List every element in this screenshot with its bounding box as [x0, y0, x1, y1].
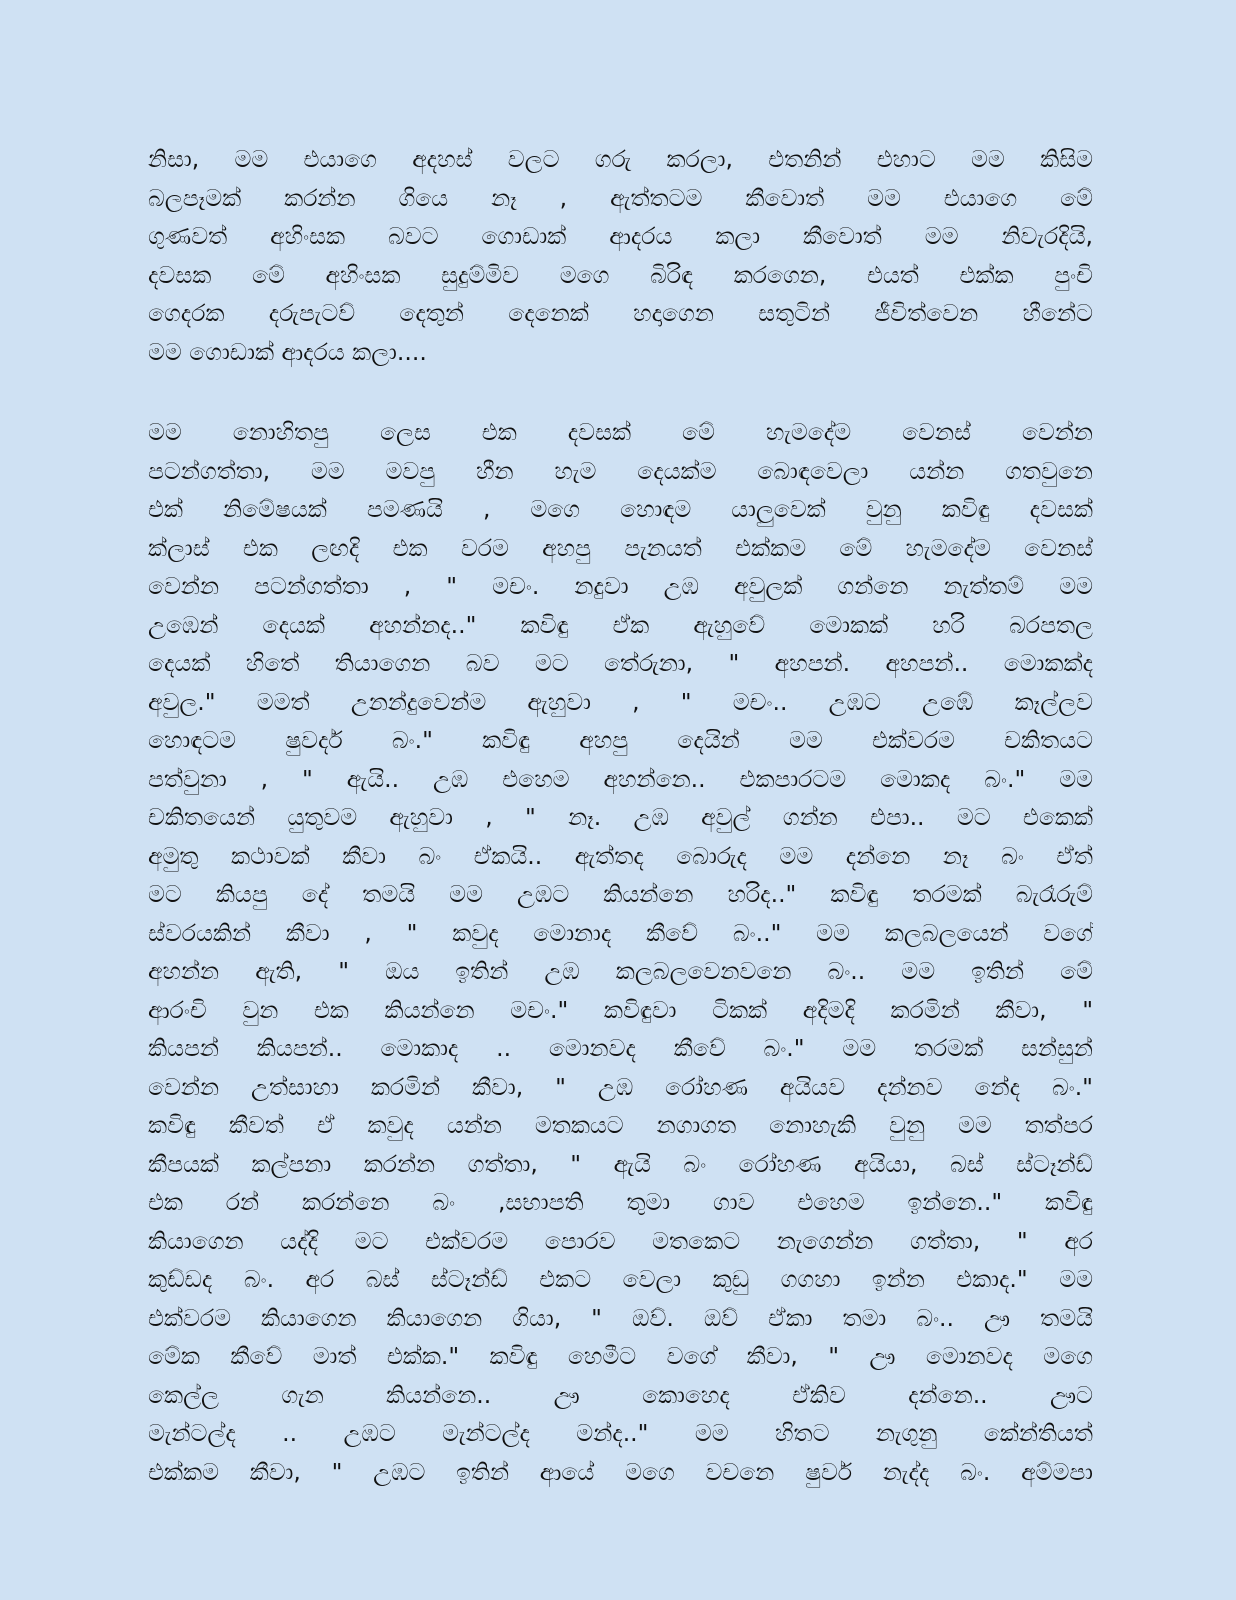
text-line: වෙන්න උත්සාහා කරමින් කීවා, " උඹ රෝහණ අයියව දන්නව නේද බං."	[148, 1072, 1093, 1101]
text-line: මේක කීවේ මාත් එක්ක." කවිඳු හෙමීට වගේ කීවා, " ඌ මොනවද මගෙ	[148, 1342, 1093, 1370]
text-line: කෙල්ල ගැන කියන්නෙ.. ඌ කොහෙද ඒකිව දන්නෙ.. ඌට	[148, 1380, 1093, 1409]
text-line: ගෙදරක දරුපැටව් දෙතුන් දෙනෙක් හදාගෙන සතුටින් ජීවිත්වෙන හීනේට	[148, 299, 1093, 327]
text-line: එක්වරම කියාගෙන කියාගෙන ගියා, " ඔව්. ඔව් ඒකා තමා බං.. ඌ තමයි	[148, 1303, 1093, 1332]
document-page	[148, 140, 1093, 1491]
text-line: ආරංචි වුන එක කියන්නෙ මචං." කවිඳුවා ටිකක් අදිමදි කරමින් කීවා, "	[148, 995, 1093, 1024]
text-line: මට කියපු දේ තමයි මම උඹට කියන්නෙ හරිද.." කවිඳු තරමක් බැරෑරුම්	[148, 880, 1093, 908]
text-line: මැන්ටල්ද .. උඹට මැන්ටල්ද මන්ද.." මම හිතට නැගුනු කේන්තියත්	[148, 1419, 1093, 1447]
text-line: ගුණවත් අහිංසක බවට ගොඩාක් ආදරය කලා කීවොත් මම නිවැරදියි,	[148, 222, 1093, 250]
paragraph	[148, 140, 1093, 371]
text-line: එක් නිමේෂයක් පමණයි , මගෙ හොඳම යාලුවෙක් වුනු කවිඳු දවසක්	[148, 495, 1093, 523]
text-line: කියපන් කියපන්.. මොකාද .. මොනවද කීවේ බං." මම තරමක් සන්සුන්	[148, 1034, 1093, 1062]
text-line: උඹෙන් දෙයක් අහන්නද.." කවිඳු ඒක ඇහුවේ මොකක් හරි බරපතල	[148, 610, 1093, 639]
text-line: ස්වරයකින් කීවා , " කවුද මොනාද කීවේ බං.." මම කලබලයෙන් වගේ	[148, 918, 1093, 947]
text-line: චකිතයෙන් යුතුවම ඇහුවා , " නෑ. උඹ අවුල් ගන්න එපා.. මට එකෙක්	[148, 803, 1093, 831]
text-line: වෙන්න පටන්ගත්තා , " මචං. නදුවා උඹ අවුලක් ගන්නෙ නැත්තම් මම	[148, 572, 1093, 600]
text-line: පටන්ගත්තා, මම මවපු හීන හැම දෙයක්ම බොඳවෙලා යන්න ගතවුනෙ	[148, 456, 1093, 485]
text-line: මම නොහිතපු ලෙස එක දවසක් මේ හැමදේම වෙනස් වෙන්න	[148, 418, 1093, 446]
text-line: කවිඳු කීවත් ඒ කවුද යන්න මතකයට නගාගත නොහැකි වුනු මම තත්පර	[148, 1111, 1093, 1139]
text-line: අවුල." මමත් උනන්දුවෙන්ම ඇහුවා , " මචං.. උඹට උඹේ කෑල්ලව	[148, 687, 1093, 716]
text-line: මම ගොඩාක් ආදරය කලා....	[148, 337, 427, 366]
text-line: ක්ලාස් එක ලඟදි එක වරම අහපු පැනයත් එක්කම මේ හැමදේම වෙනස්	[148, 533, 1093, 562]
text-line: අහන්න ඇති, " ඔය ඉතින් උඹ කලබලවෙනවනෙ බං.. මම ඉතින් මේ	[148, 957, 1093, 985]
text-line: දවසක මේ අහිංසක සුදුම්මිව මගෙ බිරිඳ කරගෙන, එයත් එක්ක පුංචි	[148, 260, 1093, 289]
text-line: කීපයක් කල්පනා කරන්න ගත්තා, " ඇයි බං රෝහණ අයියා, බස් ස්ටෑන්ඩ්	[148, 1149, 1093, 1178]
text-line: එක රන් කරන්නෙ බං ,සභාපති තුමා ගාව එහෙම ඉන්නෙ.." කවිඳු	[148, 1188, 1093, 1216]
text-line: කුඩ්ඩද බං. අර බස් ස්ටෑන්ඩ් එකට වෙලා කුඩු ගගහා ඉන්න එකාද." මම	[148, 1265, 1093, 1293]
text-line: කියාගෙන යද්දි මට එක්වරම පොරව මතකෙට නැගෙන්න ගත්තා, " අර	[148, 1226, 1093, 1255]
text-line: දෙයක් හිතේ තියාගෙන බව මට තේරුනා, " අහපන්. අහපන්.. මොකක්ද	[148, 649, 1093, 677]
text-line: පත්වුනා , " ඇයි.. උඹ එහෙම අහන්නෙ.. එකපාරටම මොකද බං." මම	[148, 764, 1093, 793]
text-line: බලපෑමක් කරන්න ගියෙ නෑ , ඇත්තටම කීවොත් මම එයාගෙ මේ	[148, 183, 1093, 212]
text-line: නිසා, මම එයාගෙ අදහස් වලට ගරු කරලා, එතනින් එහාට මම කිසිම	[148, 145, 1093, 173]
text-line: එක්කම කීවා, " උඹට ඉතින් ආයේ මගෙ වචනෙ ෂුවර් නැද්ද බං. අම්මපා	[148, 1457, 1093, 1486]
text-line: අමුතු කථාවක් කීවා බං ඒකයි.. ඇත්තද බොරුද මම දන්නෙ නෑ බං ඒත්	[148, 841, 1093, 870]
paragraph	[148, 413, 1093, 1491]
text-line: හොඳටම ෂුවර්ද බං." කවිඳු අහපු දෙයින් මම එක්වරම චකිතයට	[148, 726, 1093, 754]
